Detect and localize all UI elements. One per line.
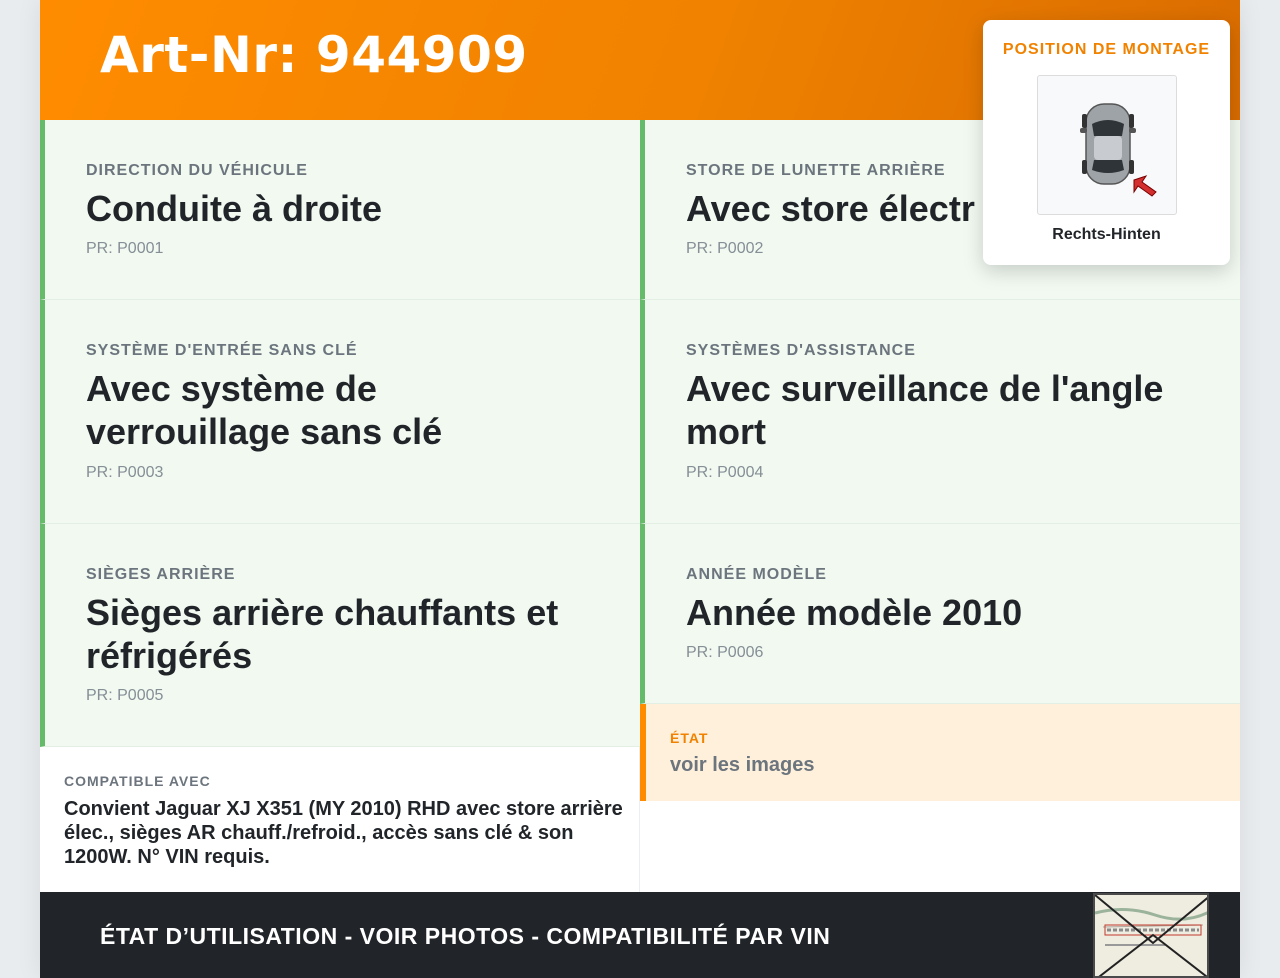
feature-label: STORE DE LUNETTE ARRIÈRE: [686, 162, 946, 179]
compatibility-panel: [40, 747, 640, 892]
mounting-position-card: [983, 20, 1230, 265]
feature-card-direction: [40, 120, 640, 300]
feature-card-assistance: [640, 300, 1240, 524]
feature-value: Conduite à droite: [86, 188, 382, 229]
mounting-position-value: Rechts-Hinten: [1052, 226, 1161, 243]
condition-label: ÉTAT: [670, 730, 709, 746]
feature-pr-code: PR: P0001: [86, 240, 164, 257]
footer-text: ÉTAT D’UTILISATION - VOIR PHOTOS - COMPATIBILITÉ PAR VIN: [100, 923, 831, 949]
feature-pr-code: PR: P0003: [86, 464, 164, 481]
mounting-position-label: POSITION DE MONTAGE: [1002, 41, 1211, 58]
compatibility-text: Convient Jaguar XJ X351 (MY 2010) RHD avec store arrière élec., sièges AR chauff./refroid., accès sans clé & son 1200W. N° VIN requis.: [64, 798, 623, 868]
condition-value: voir les images: [670, 754, 815, 776]
feature-pr-code: PR: P0002: [686, 240, 764, 257]
feature-value: Avec système de verrouillage sans clé: [86, 368, 443, 452]
feature-pr-code: PR: P0004: [686, 464, 764, 481]
feature-value: Avec surveillance de l'angle mort: [686, 368, 1164, 452]
footer-banner: [40, 892, 1240, 978]
feature-value: Année modèle 2010: [686, 592, 1023, 633]
article-number-title: Art-Nr: 944909: [100, 26, 528, 84]
feature-pr-code: PR: P0006: [686, 644, 764, 661]
product-card: [40, 0, 1240, 978]
feature-label: DIRECTION DU VÉHICULE: [86, 162, 308, 179]
feature-value: Sièges arrière chauffants et réfrigérés: [86, 592, 559, 676]
feature-value: Avec store électr: [686, 188, 975, 229]
vehicle-document-thumbnail[interactable]: [1093, 893, 1209, 978]
feature-pr-code: PR: P0005: [86, 687, 164, 704]
feature-label: SYSTÈME D'ENTRÉE SANS CLÉ: [86, 342, 358, 359]
feature-label: ANNÉE MODÈLE: [686, 566, 827, 583]
document-image: [1095, 895, 1209, 978]
car-top-view-icon: [1037, 75, 1177, 215]
feature-card-keyless-entry: [40, 300, 640, 524]
feature-label: SIÈGES ARRIÈRE: [86, 566, 236, 583]
feature-card-model-year: [640, 524, 1240, 704]
compatibility-label: COMPATIBLE AVEC: [64, 773, 211, 789]
feature-label: SYSTÈMES D'ASSISTANCE: [686, 342, 916, 359]
car-diagram: [1038, 76, 1178, 216]
condition-panel: [640, 704, 1240, 801]
feature-card-rear-seats: [40, 524, 640, 747]
